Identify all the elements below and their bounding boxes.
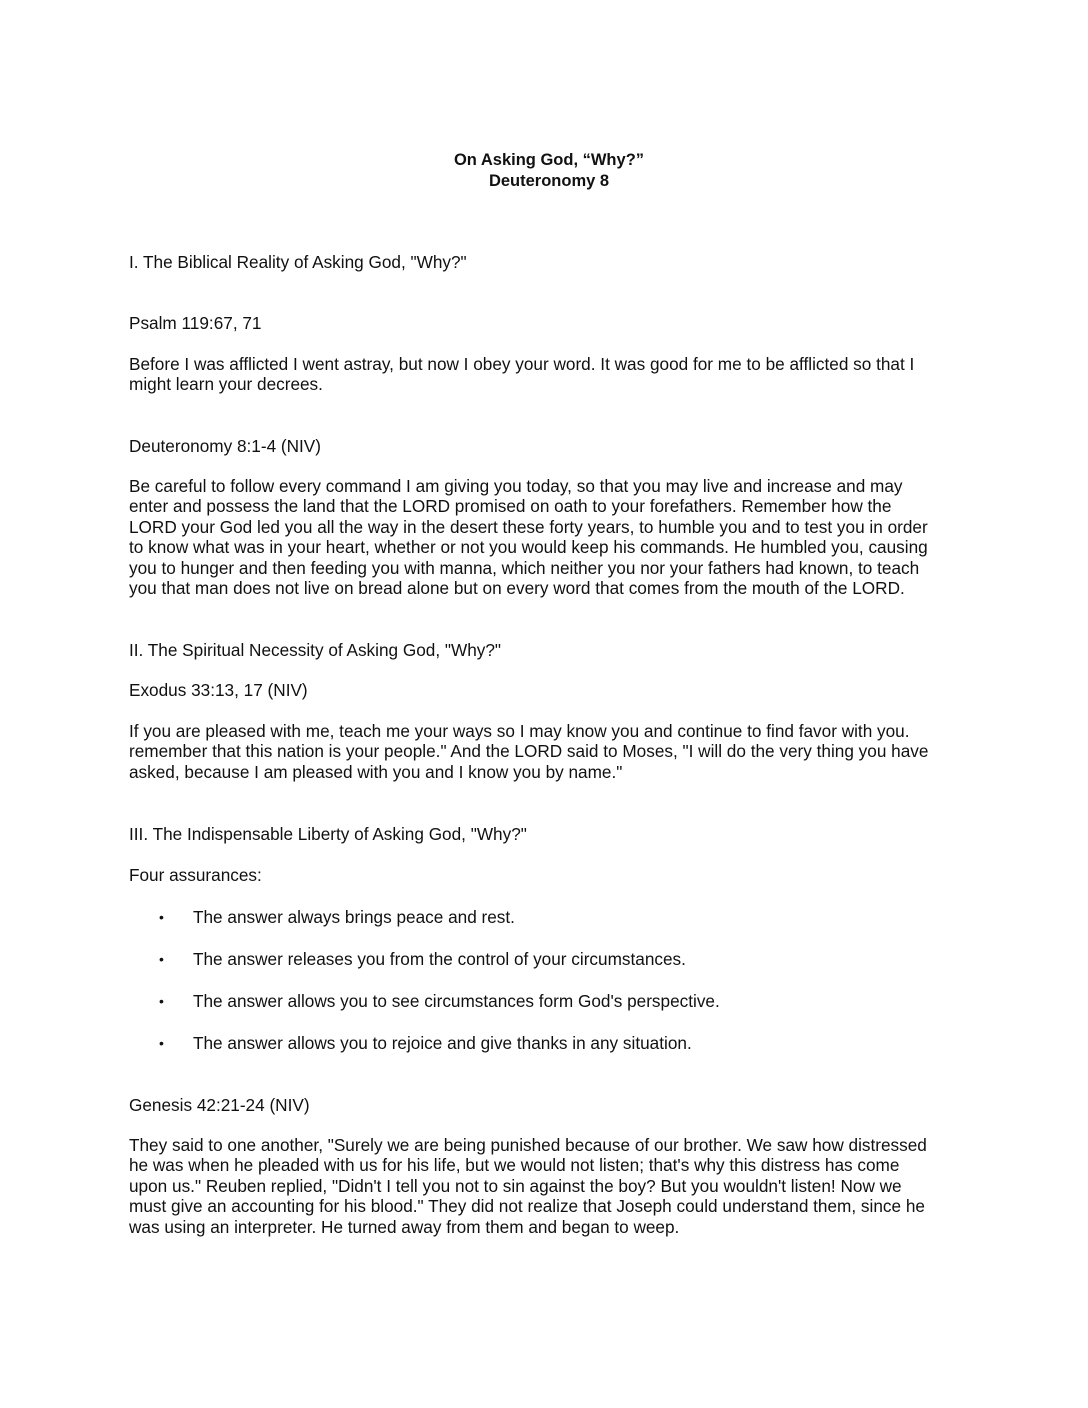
passage-line: Before I was afflicted I went astray, but now I obey your word. It was good for me to be afflicted so that I — [129, 354, 915, 374]
list-item-text: The answer allows you to rejoice and give thanks in any situation. — [193, 1033, 692, 1053]
passage-line: you to hunger and then feeding you with manna, which neither you nor your fathers had known, to teach — [129, 557, 920, 578]
section-1-heading: I. The Biblical Reality of Asking God, "Why?" — [129, 252, 467, 272]
section-2-heading: II. The Spiritual Necessity of Asking God, "Why?" — [129, 640, 502, 660]
passage-line: They said to one another, "Surely we are being punished because of our brother. We saw how distressed — [129, 1135, 927, 1155]
section-3-heading: III. The Indispensable Liberty of Asking God, "Why?" — [129, 824, 527, 844]
psalm-reference: Psalm 119:67, 71 — [129, 313, 262, 333]
passage-line: might learn your decrees. — [129, 374, 323, 395]
passage-line: asked, because I am pleased with you and I know you by name." — [129, 761, 623, 782]
genesis-passage — [129, 1135, 969, 1237]
passage-line: enter and possess the land that the LORD promised on oath to your forefathers. Remember how the — [129, 496, 892, 517]
exodus-reference: Exodus 33:13, 17 (NIV) — [129, 680, 308, 700]
exodus-passage — [129, 721, 969, 782]
document-subtitle: Deuteronomy 8 — [488, 172, 610, 190]
genesis-reference: Genesis 42:21-24 (NIV) — [129, 1095, 310, 1115]
passage-line: to know what was in your heart, whether or not you would keep his commands. He humbled you, causing — [129, 537, 928, 558]
bullet-marker: • — [159, 951, 164, 967]
passage-line: remember that this nation is your people." And the LORD said to Moses, "I will do the very thing you have — [129, 741, 929, 762]
document-title: On Asking God, “Why?” — [453, 151, 645, 169]
deuteronomy-passage — [129, 476, 969, 598]
passage-line: you that man does not live on bread alone but on every word that comes from the mouth of the LORD. — [129, 578, 905, 599]
passage-line: LORD your God led you all the way in the desert these forty years, to humble you and to test you in order — [129, 516, 928, 537]
deuteronomy-reference: Deuteronomy 8:1-4 (NIV) — [129, 436, 321, 456]
passage-line: must give an accounting for his blood." They did not realize that Joseph could understand them, since he — [129, 1196, 925, 1217]
passage-line: upon us." Reuben replied, "Didn't I tell you not to sin against the boy? But you wouldn't listen! Now we — [129, 1175, 902, 1196]
passage-line: he was when he pleaded with us for his life, but we would not listen; that's why this distress has come — [129, 1155, 900, 1176]
list-item-text: The answer always brings peace and rest. — [193, 907, 515, 927]
bullet-marker: • — [159, 1035, 164, 1051]
bullet-marker: • — [159, 993, 164, 1009]
list-item-text: The answer releases you from the control of your circumstances. — [193, 949, 686, 969]
assurances-intro: Four assurances: — [129, 865, 262, 885]
list-item-text: The answer allows you to see circumstances form God's perspective. — [193, 991, 720, 1011]
passage-line: If you are pleased with me, teach me your ways so I may know you and continue to find favor with you. — [129, 721, 910, 741]
passage-line: was using an interpreter. He turned away from them and began to weep. — [129, 1216, 680, 1237]
bullet-marker: • — [159, 909, 164, 925]
passage-line: Be careful to follow every command I am giving you today, so that you may live and increase and may — [129, 476, 903, 496]
psalm-passage — [129, 354, 969, 395]
